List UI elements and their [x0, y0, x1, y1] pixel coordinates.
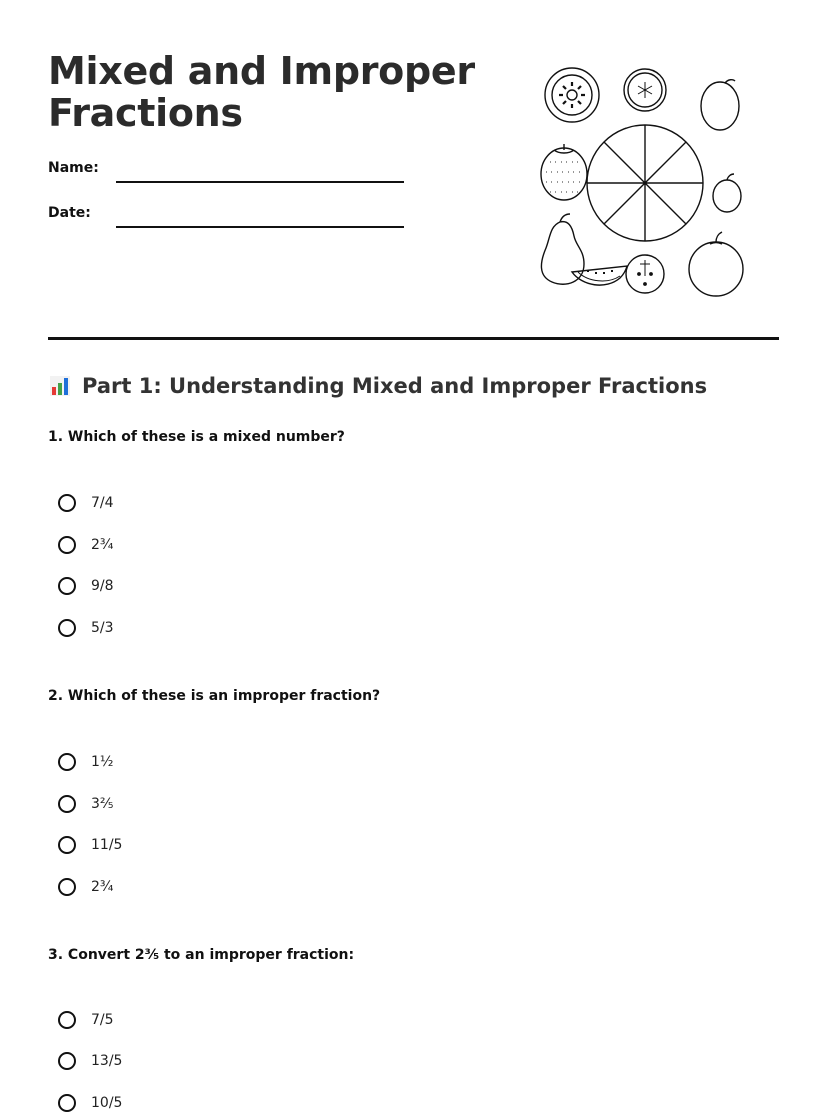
date-label: Date:	[48, 205, 91, 221]
bar-chart-icon	[48, 374, 72, 398]
option-label: 10/5	[91, 1095, 123, 1111]
apple-half-icon	[626, 255, 664, 293]
option-label: 11/5	[91, 837, 123, 853]
kiwi-slice-icon	[545, 68, 599, 122]
option[interactable]	[58, 1091, 122, 1115]
orange-slice-icon	[624, 69, 666, 111]
worksheet-title: Mixed and Improper Fractions	[48, 49, 475, 135]
radio-button[interactable]	[58, 753, 76, 771]
option-label: 2¾	[91, 537, 114, 553]
option[interactable]	[58, 833, 122, 857]
radio-button[interactable]	[58, 1052, 76, 1070]
option[interactable]	[58, 491, 114, 515]
option[interactable]	[58, 1008, 114, 1032]
question-3: 3. Convert 2⅗ to an improper fraction:	[48, 947, 355, 963]
option-label: 7/4	[91, 495, 114, 511]
option[interactable]	[58, 533, 113, 557]
radio-button[interactable]	[58, 536, 76, 554]
option[interactable]	[58, 875, 113, 899]
question-1: 1. Which of these is a mixed number?	[48, 429, 345, 445]
radio-button[interactable]	[58, 795, 76, 813]
option[interactable]	[58, 750, 113, 774]
option[interactable]	[58, 1049, 122, 1073]
apple-icon	[689, 232, 743, 296]
name-label: Name:	[48, 160, 99, 176]
option-label: 13/5	[91, 1053, 123, 1069]
radio-button[interactable]	[58, 619, 76, 637]
pie-fraction-icon	[587, 125, 703, 241]
strawberry-icon	[541, 144, 587, 200]
radio-button[interactable]	[58, 577, 76, 595]
pear-icon	[541, 214, 584, 284]
name-line[interactable]	[116, 181, 404, 183]
radio-button[interactable]	[58, 836, 76, 854]
fruit-fraction-illustration	[530, 62, 760, 302]
date-line[interactable]	[116, 226, 404, 228]
plum-icon	[713, 174, 741, 212]
option-label: 9/8	[91, 578, 114, 594]
section-divider	[48, 337, 779, 340]
lemon-icon	[701, 80, 739, 130]
option-label: 7/5	[91, 1012, 114, 1028]
radio-button[interactable]	[58, 878, 76, 896]
option-label: 2¾	[91, 879, 114, 895]
radio-button[interactable]	[58, 1011, 76, 1029]
radio-button[interactable]	[58, 1094, 76, 1112]
section-heading-text: Part 1: Understanding Mixed and Improper Fractions	[82, 374, 708, 398]
option-label: 1½	[91, 754, 114, 770]
section-heading	[48, 374, 707, 398]
question-2: 2. Which of these is an improper fraction?	[48, 688, 381, 704]
radio-button[interactable]	[58, 494, 76, 512]
option-label: 3⅖	[91, 796, 114, 812]
option[interactable]	[58, 792, 113, 816]
option[interactable]	[58, 574, 114, 598]
option-label: 5/3	[91, 620, 114, 636]
option[interactable]	[58, 616, 114, 640]
